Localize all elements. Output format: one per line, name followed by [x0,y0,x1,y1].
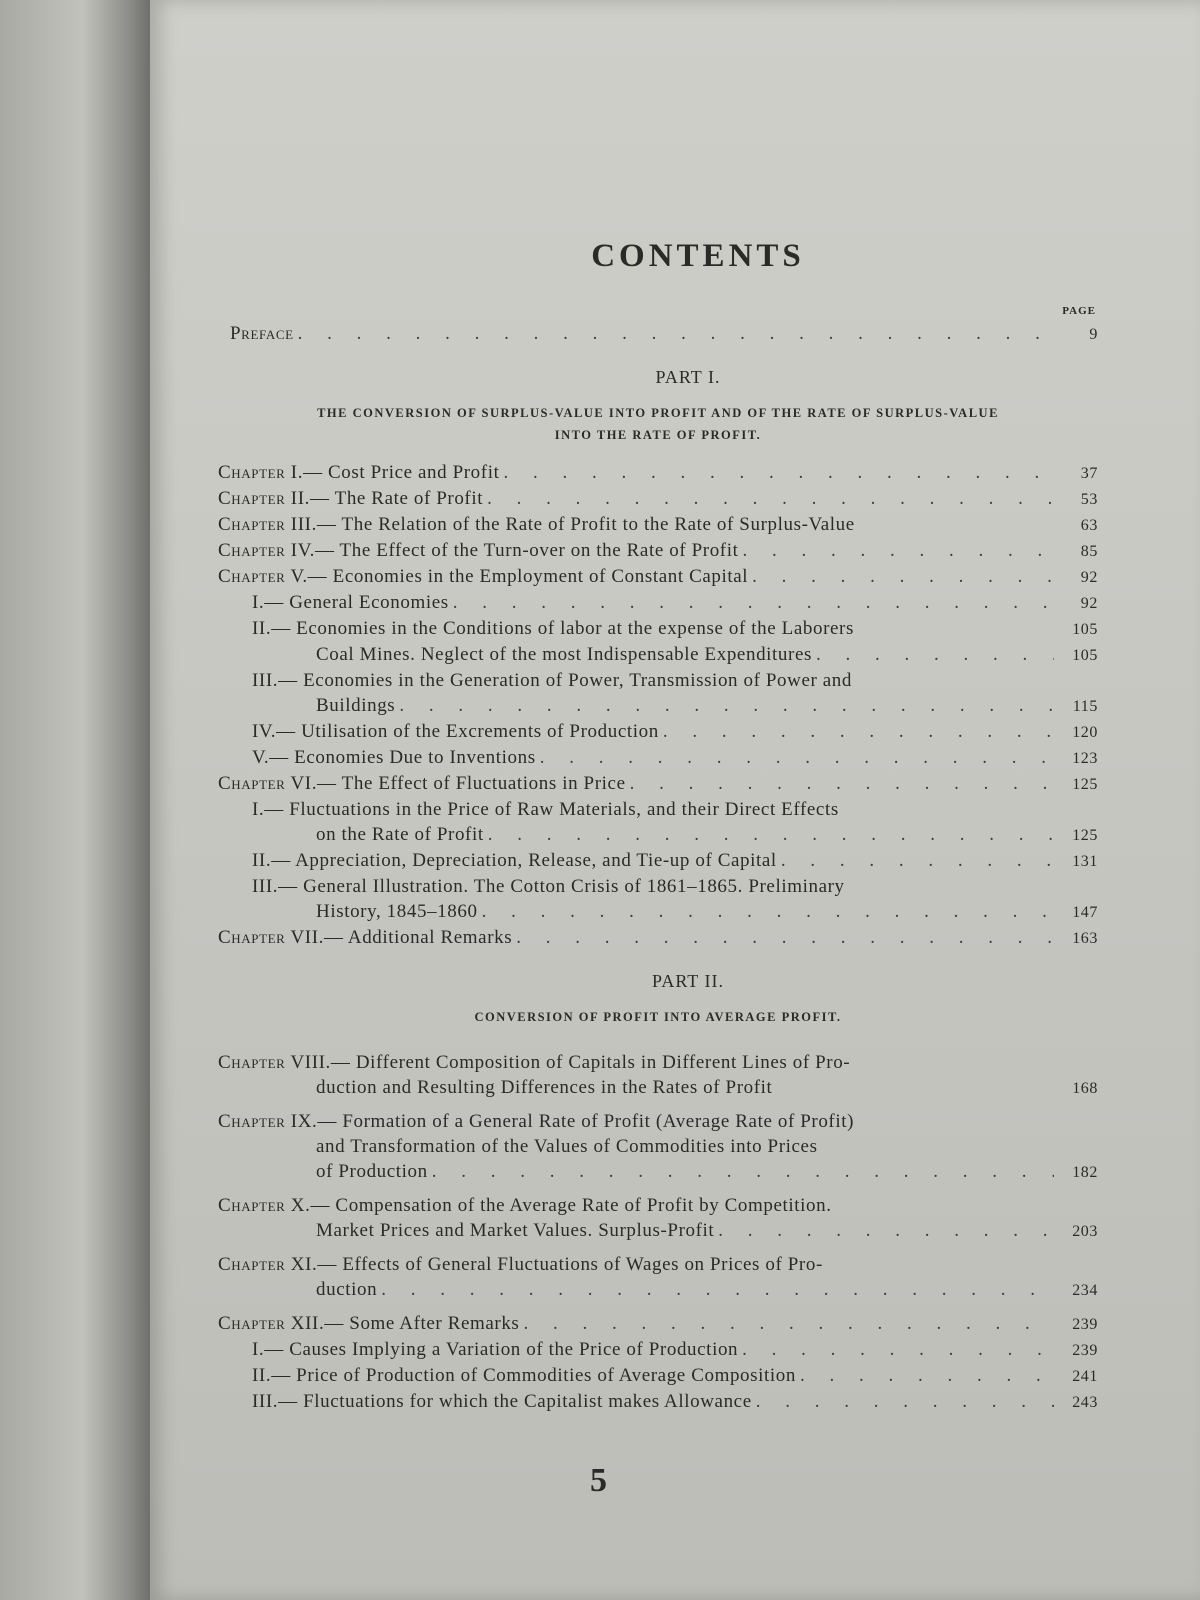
leader-dots [298,321,1054,346]
toc-label: I.— General Economies [252,592,449,613]
leader-dots [482,899,1054,924]
chapter-prefix: Chapter [218,462,286,483]
toc-page: 105 [1072,647,1098,664]
toc-label: V.— Economies Due to Inventions [252,747,536,768]
chapter-prefix: Chapter [218,488,286,509]
page-column-label: PAGE [1062,305,1096,317]
toc-subentry-continuation [218,822,1098,848]
leader-dots [487,486,1054,511]
toc-entry [218,512,1098,538]
leader-dots [743,538,1055,563]
leader-dots [399,693,1054,718]
leader-dots [516,925,1054,950]
toc-label: Coal Mines. Neglect of the most Indispensable Expenditures [316,644,812,665]
toc-label: XI.— Effects of General Fluctuations of Wages on Prices of Pro- [290,1254,823,1275]
toc-subentry [218,590,1098,616]
toc-subentry [218,1363,1098,1389]
toc-label: I.— Causes Implying a Variation of the Price of Production [252,1339,739,1360]
toc-page: 120 [1072,724,1098,741]
toc-label: I.— Fluctuations in the Price of Raw Materials, and their Direct Effects [252,799,839,820]
toc-page: 63 [1080,517,1098,534]
toc-label: IV.— Utilisation of the Excrements of Production [252,721,659,742]
toc-page: 125 [1072,776,1098,793]
chapter-prefix: Chapter [218,566,286,587]
toc-entry-continuation [218,1277,1098,1303]
part-heading: PART II. [652,971,724,991]
part-subtitle-line: INTO THE RATE OF PROFIT. [554,428,762,442]
toc-label: and Transformation of the Values of Commodities into Prices [316,1136,818,1157]
toc-entry-continuation [218,1159,1098,1185]
toc-page: 234 [1072,1282,1098,1299]
toc-page: 241 [1072,1368,1098,1385]
leader-dots [381,1277,1054,1302]
toc-page: 131 [1072,853,1098,870]
toc-label: XII.— Some After Remarks [290,1313,520,1334]
toc-label: X.— Compensation of the Average Rate of Profit by Competition. [290,1195,832,1216]
leader-dots [800,1363,1054,1388]
leader-dots [523,1311,1054,1336]
leader-dots [540,745,1054,770]
leader-dots [781,848,1054,873]
toc-page: 53 [1080,491,1098,508]
toc-subentry [218,719,1098,745]
part-subtitle-line: THE CONVERSION OF SURPLUS-VALUE INTO PROFIT AND OF THE RATE OF SURPLUS-VALUE [317,406,999,420]
toc-label: Buildings [316,695,396,716]
toc-entry-continuation [218,1218,1098,1244]
toc-label: II.— The Rate of Profit [290,488,484,509]
toc-page: 85 [1080,543,1098,560]
toc-page: 239 [1072,1316,1098,1333]
toc-entry-continuation [218,1075,1098,1101]
toc-page: 115 [1072,698,1098,715]
toc-subentry [218,848,1098,874]
toc-subentry-continuation [218,642,1098,668]
toc-entry [218,771,1098,797]
part-subtitle [218,402,1098,446]
chapter-prefix: Chapter [218,1313,286,1334]
toc-subentry [218,1389,1098,1415]
toc-entry [218,486,1098,512]
toc-entry [218,1109,1098,1134]
toc-label: IX.— Formation of a General Rate of Profit (Average Rate of Profit) [290,1111,855,1132]
toc-label: III.— Economies in the Generation of Power, Transmission of Power and [252,670,852,691]
toc-page: 182 [1072,1164,1098,1181]
chapter-prefix: Chapter [218,514,286,535]
toc-subentry [218,616,1098,642]
toc-page: 168 [1072,1080,1098,1097]
toc-page: 9 [1089,326,1098,343]
leader-dots [488,822,1054,847]
toc-label: I.— Cost Price and Profit [290,462,500,483]
toc-label: duction [316,1279,378,1300]
toc-label: III.— General Illustration. The Cotton Crisis of 1861–1865. Preliminary [252,876,845,897]
toc-entry [218,564,1098,590]
toc-entry [218,1252,1098,1277]
leader-dots [756,1389,1054,1414]
toc-page: 147 [1072,904,1098,921]
toc-page: 203 [1072,1223,1098,1240]
toc-subentry [218,668,1098,693]
toc-entry [218,1193,1098,1218]
leader-dots [663,719,1054,744]
chapter-prefix: Chapter [218,1254,286,1275]
toc-page: 105 [1072,621,1098,638]
toc-page: 37 [1080,465,1098,482]
part-subtitle: CONVERSION OF PROFIT INTO AVERAGE PROFIT. [474,1010,842,1024]
leader-dots [742,1337,1054,1362]
toc-label: II.— Economies in the Conditions of labor at the expense of the Laborers [252,618,854,639]
toc-entry-continuation [218,1134,1098,1159]
chapter-prefix: Chapter [218,1195,286,1216]
toc-label: II.— Appreciation, Depreciation, Release, and Tie-up of Capital [252,850,777,871]
toc-entry [218,925,1098,951]
toc-subentry [218,1337,1098,1363]
toc-subentry-continuation [218,693,1098,719]
toc-entry [218,538,1098,564]
toc-label: Preface [230,323,294,344]
toc-entry [218,460,1098,486]
toc-entry-preface [218,321,1098,347]
leader-dots [718,1218,1054,1243]
toc-page: 123 [1072,750,1098,767]
leader-dots [453,590,1054,615]
chapter-prefix: Chapter [218,773,286,794]
toc-subentry-continuation [218,899,1098,925]
toc-label: of Production [316,1161,428,1182]
toc-entry [218,1311,1098,1337]
table-of-contents [218,238,1098,1415]
leader-dots [752,564,1054,589]
page-title: CONTENTS [591,238,805,274]
book-gutter [0,0,150,1600]
toc-page: 243 [1072,1394,1098,1411]
toc-page: 92 [1080,595,1098,612]
leader-dots [432,1159,1054,1184]
toc-entry [218,1050,1098,1075]
toc-page: 92 [1080,569,1098,586]
leader-dots [503,460,1054,485]
toc-page: 125 [1072,827,1098,844]
toc-label: III.— The Relation of the Rate of Profit to the Rate of Surplus-Value [290,514,855,535]
toc-label: on the Rate of Profit [316,824,484,845]
toc-label: VII.— Additional Remarks [290,927,513,948]
part-heading: PART I. [655,367,721,387]
toc-subentry [218,745,1098,771]
chapter-prefix: Chapter [218,927,286,948]
toc-label: Market Prices and Market Values. Surplus-Profit [316,1220,715,1241]
chapter-prefix: Chapter [218,540,286,561]
leader-dots [630,771,1054,796]
toc-label: IV.— The Effect of the Turn-over on the Rate of Profit [290,540,739,561]
toc-page: 239 [1072,1342,1098,1359]
toc-label: VIII.— Different Composition of Capitals in Different Lines of Pro- [290,1052,851,1073]
toc-label: V.— Economies in the Employment of Constant Capital [290,566,749,587]
toc-label: III.— Fluctuations for which the Capitalist makes Allowance [252,1391,752,1412]
toc-page: 163 [1072,930,1098,947]
leader-dots [816,642,1054,667]
toc-label: VI.— The Effect of Fluctuations in Price [290,773,626,794]
toc-label: II.— Price of Production of Commodities of Average Composition [252,1365,796,1386]
toc-label: History, 1845–1860 [316,901,478,922]
toc-subentry [218,797,1098,822]
chapter-prefix: Chapter [218,1111,286,1132]
page-number: 5 [590,1462,607,1499]
chapter-prefix: Chapter [218,1052,286,1073]
toc-subentry [218,874,1098,899]
toc-label: duction and Resulting Differences in the Rates of Profit [316,1077,773,1098]
